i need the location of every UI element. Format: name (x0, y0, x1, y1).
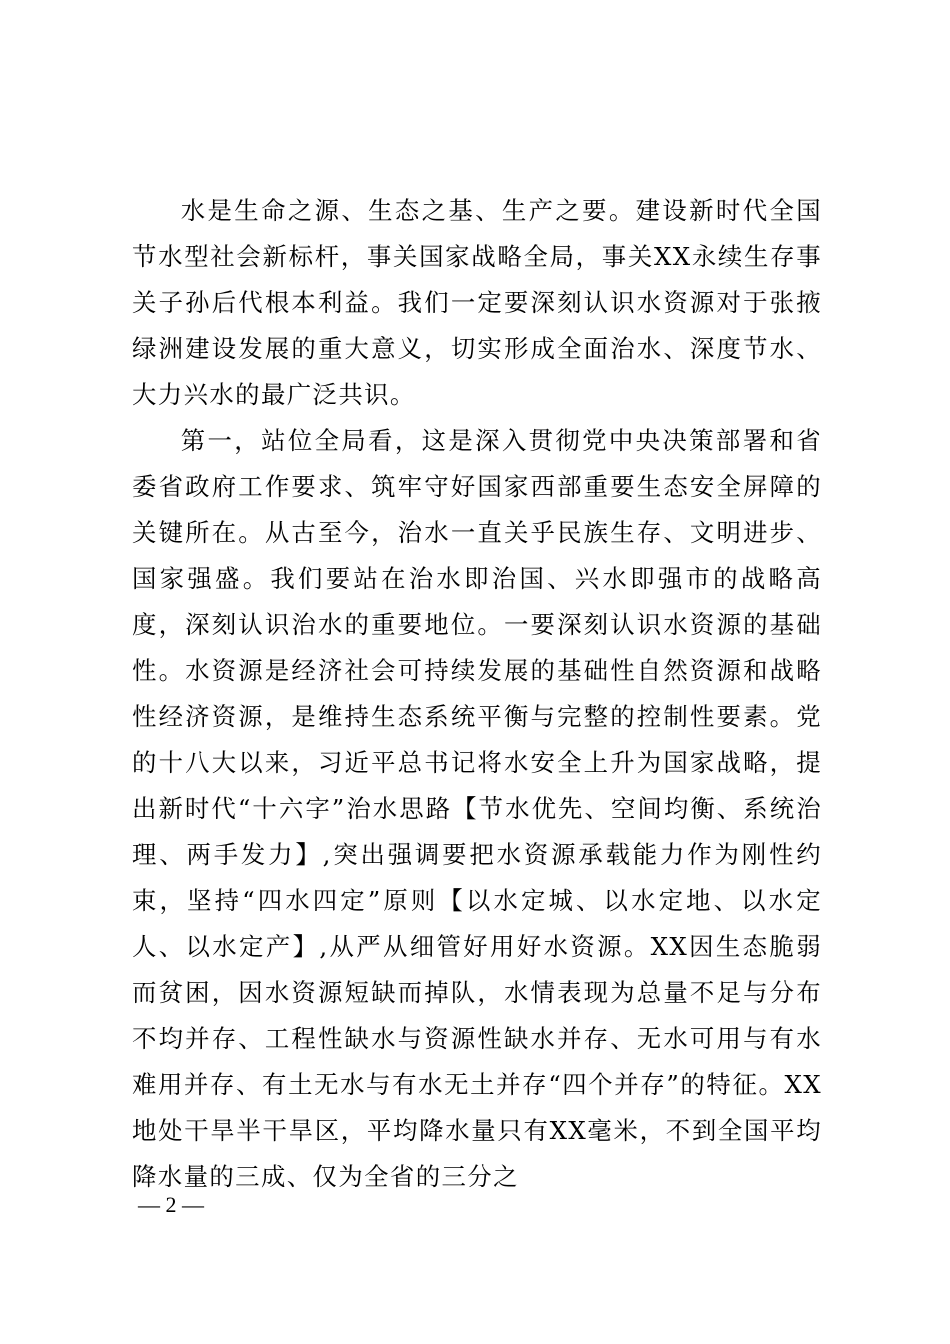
paragraph-1: 水是生命之源、生态之基、生产之要。建设新时代全国节水型社会新标杆，事关国家战略全局，事关XX永续生存事关子孙后代根本利益。我们一定要深刻认识水资源对于张掖绿洲建设发展的重大意义，切实形成全面治水、深度节水、大力兴水的最广泛共识。 (132, 196, 822, 409)
paragraph-2: 第一，站位全局看，这是深入贯彻党中央决策部署和省委省政府工作要求、筑牢守好国家西部重要生态安全屏障的关键所在。从古至今，治水一直关乎民族生存、文明进步、国家强盛。我们要站在治水即治国、兴水即强市的战略高度，深刻认识治水的重要地位。一要深刻认识水资源的基础性。水资源是经济社会可持续发展的基础性自然资源和战略性经济资源，是维持生态系统平衡与完整的控制性要素。党的十八大以来，习近平总书记将水安全上升为国家战略，提出新时代“十六字”治水思路【节水优先、空间均衡、系统治理、两手发力】,突出强调要把水资源承载能力作为刚性约束，坚持“四水四定”原则【以水定城、以水定地、以水定人、以水定产】,从严从细管好用好水资源。XX因生态脆弱而贫困，因水资源短缺而掉队，水情表现为总量不足与分布不均并存、工程性缺水与资源性缺水并存、无水可用与有水难用并存、有土无水与有水无土并存“四个并存”的特征。XX地处干旱半干旱区，平均降水量只有XX毫米，不到全国平均降水量的三成、仅为全省的三分之 (132, 426, 822, 1191)
page-number: — 2 — (138, 1192, 204, 1217)
body-text (132, 188, 822, 1200)
